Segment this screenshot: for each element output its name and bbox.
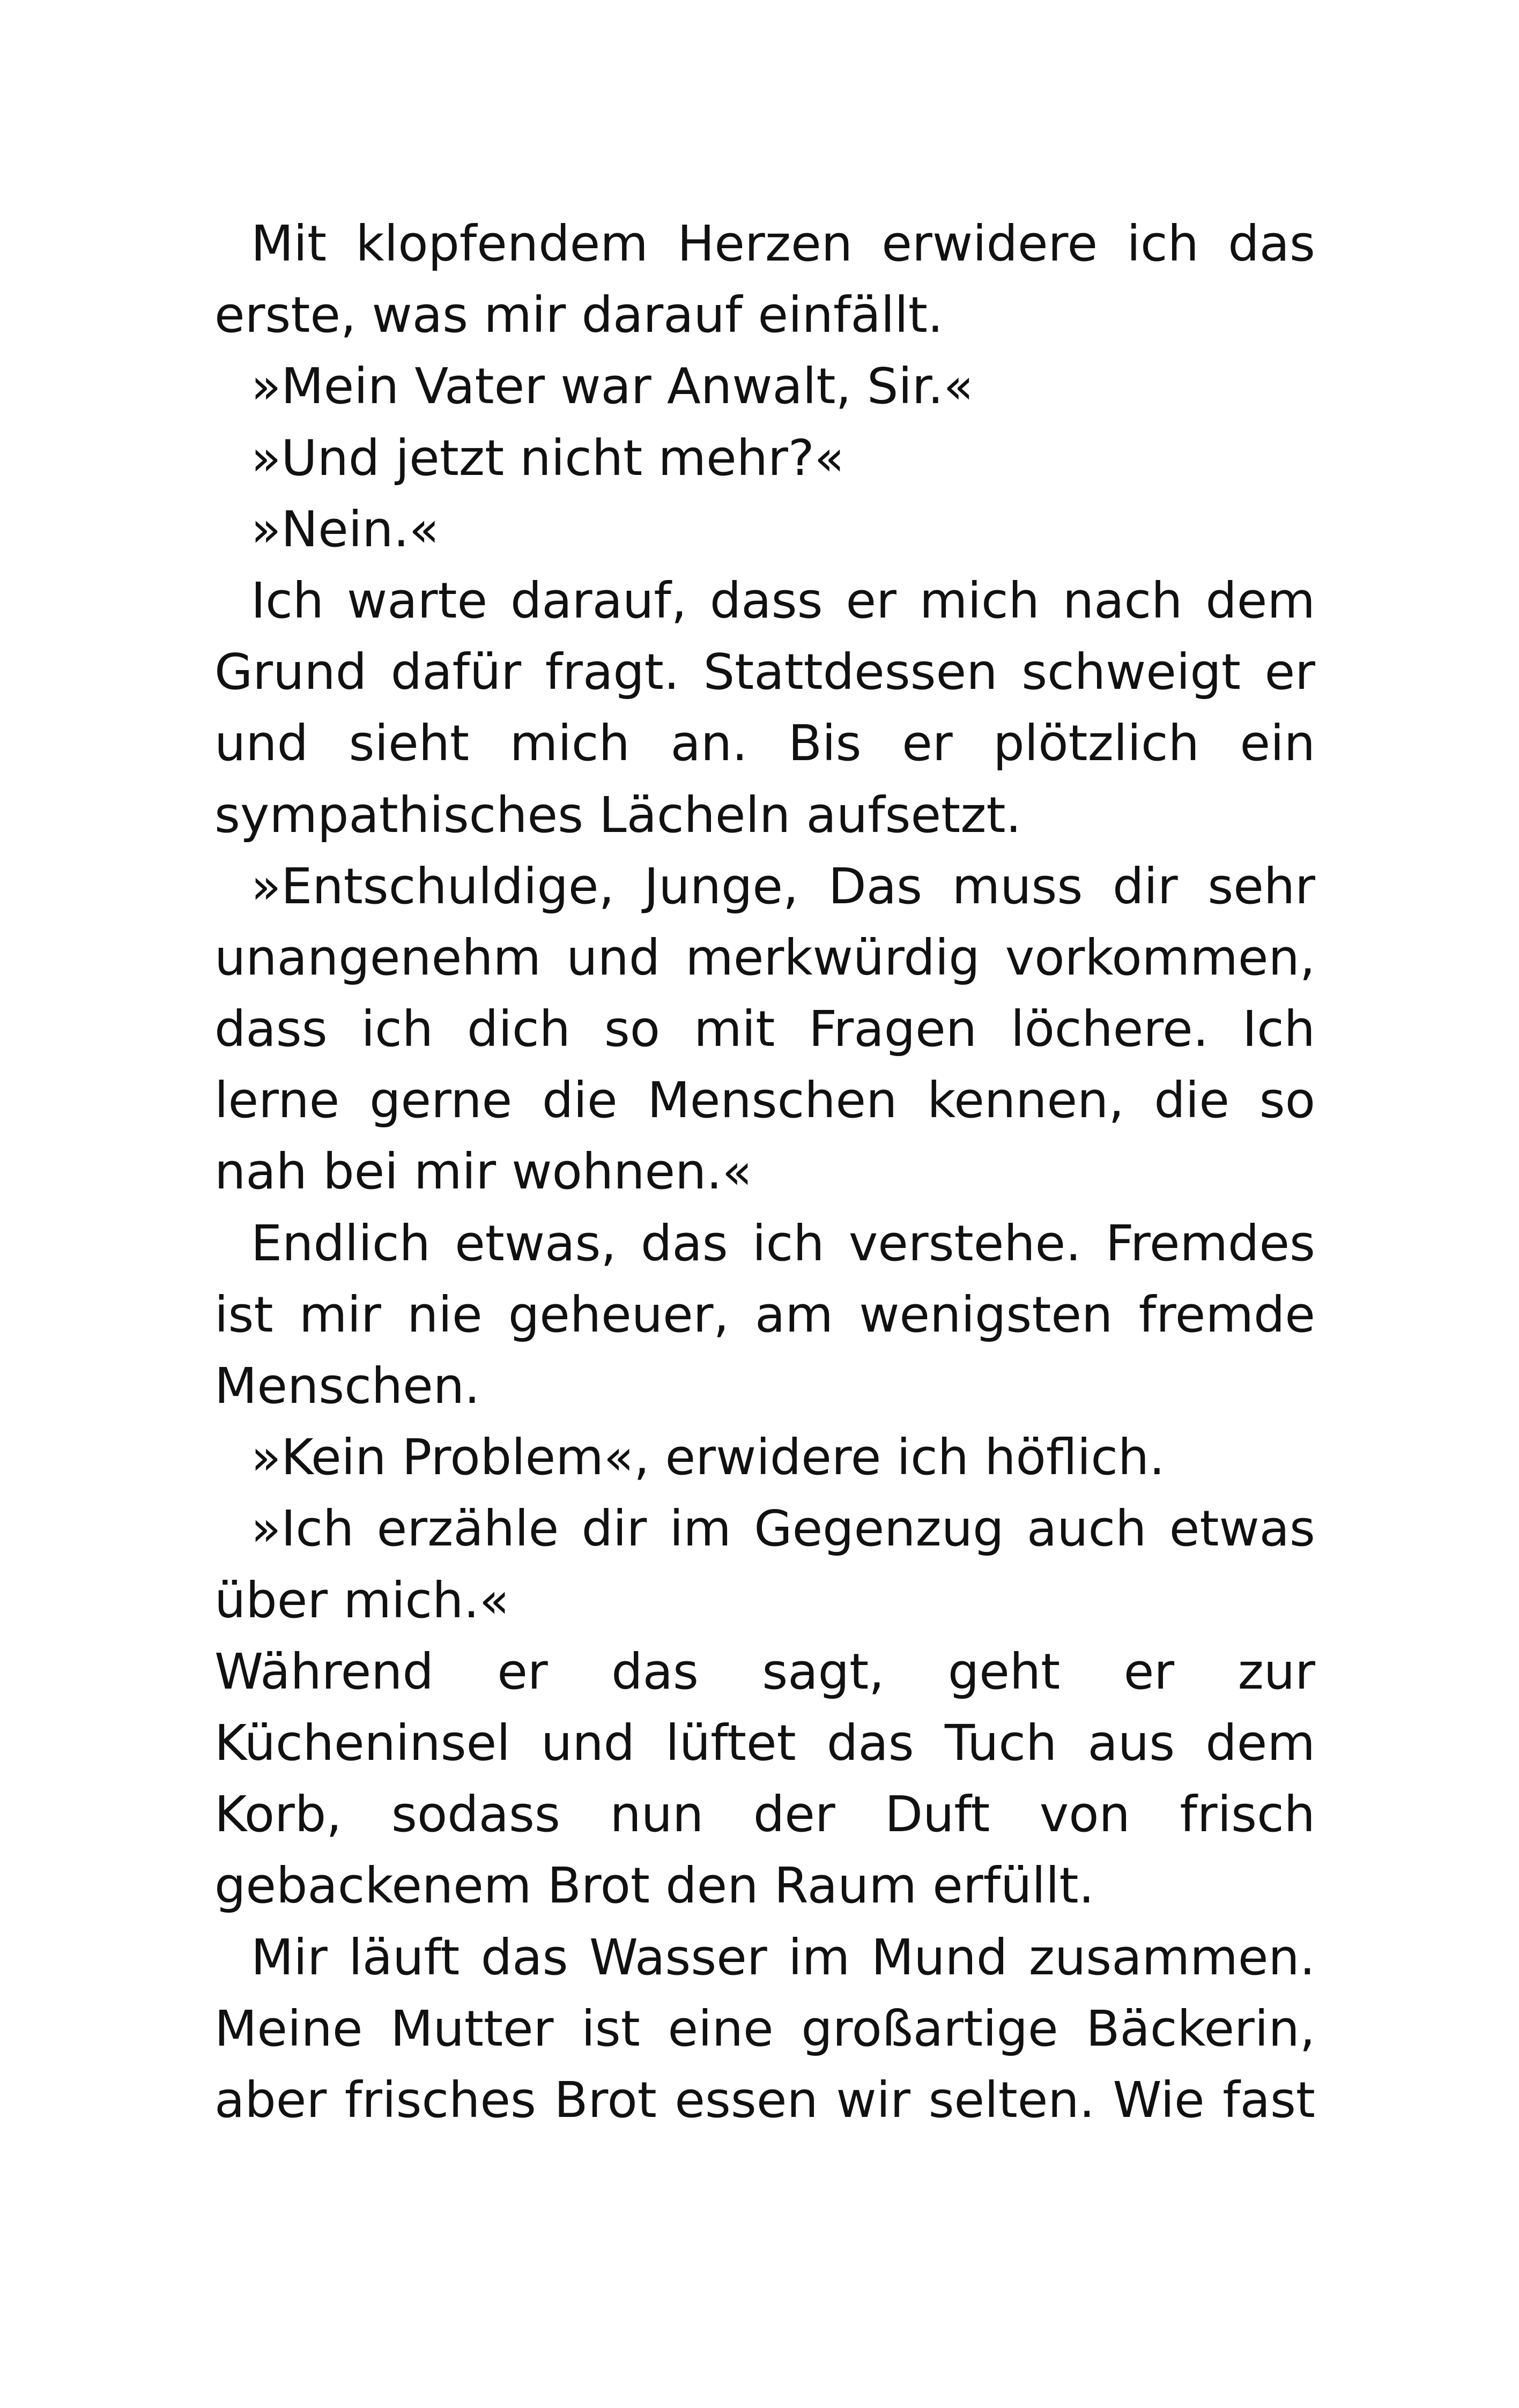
text-line: Kücheninsel und lüftet das Tuch aus dem xyxy=(214,1714,1315,1772)
text-line: »Entschuldige, Junge, Das muss dir sehr xyxy=(251,857,1315,915)
text-line: Menschen. xyxy=(214,1357,480,1415)
text-line: gebackenem Brot den Raum erfüllt. xyxy=(214,1857,1094,1915)
text-line: lerne gerne die Menschen kennen, die so xyxy=(214,1072,1315,1129)
text-line: »Ich erzähle dir im Gegenzug auch etwas xyxy=(251,1500,1315,1558)
text-line: »Kein Problem«, erwidere ich höflich. xyxy=(251,1429,1165,1487)
text-line: Grund dafür fragt. Stattdessen schweigt er xyxy=(214,643,1315,701)
text-line: unangenehm und merkwürdig vorkommen, xyxy=(214,928,1315,986)
text-line: Endlich etwas, das ich verstehe. Fremdes xyxy=(251,1214,1315,1272)
text-line: ist mir nie geheuer, am wenigsten fremde xyxy=(214,1285,1315,1343)
text-line: über mich.« xyxy=(214,1571,509,1629)
text-line: Meine Mutter ist eine großartige Bäckerin, xyxy=(214,2000,1315,2057)
text-line: Während er das sagt, geht er zur xyxy=(214,1643,1315,1700)
text-line: »Nein.« xyxy=(251,500,440,558)
text-line: Korb, sodass nun der Duft von frisch xyxy=(214,1786,1315,1844)
book-page-text xyxy=(214,208,1315,2136)
text-line: Mit klopfendem Herzen erwidere ich das xyxy=(251,215,1315,272)
text-line: und sieht mich an. Bis er plötzlich ein xyxy=(214,715,1315,772)
text-line: Ich warte darauf, dass er mich nach dem xyxy=(251,571,1315,629)
text-line: »Und jetzt nicht mehr?« xyxy=(251,429,844,487)
text-line: sympathisches Lächeln aufsetzt. xyxy=(214,786,1021,844)
text-line: Mir läuft das Wasser im Mund zusammen. xyxy=(251,1928,1315,1986)
text-line: aber frisches Brot essen wir selten. Wie fast xyxy=(214,2071,1315,2129)
text-line: »Mein Vater war Anwalt, Sir.« xyxy=(251,358,974,415)
text-line: nah bei mir wohnen.« xyxy=(214,1143,752,1201)
text-line: erste, was mir darauf einfällt. xyxy=(214,286,944,344)
text-line: dass ich dich so mit Fragen löchere. Ich xyxy=(214,1000,1315,1058)
